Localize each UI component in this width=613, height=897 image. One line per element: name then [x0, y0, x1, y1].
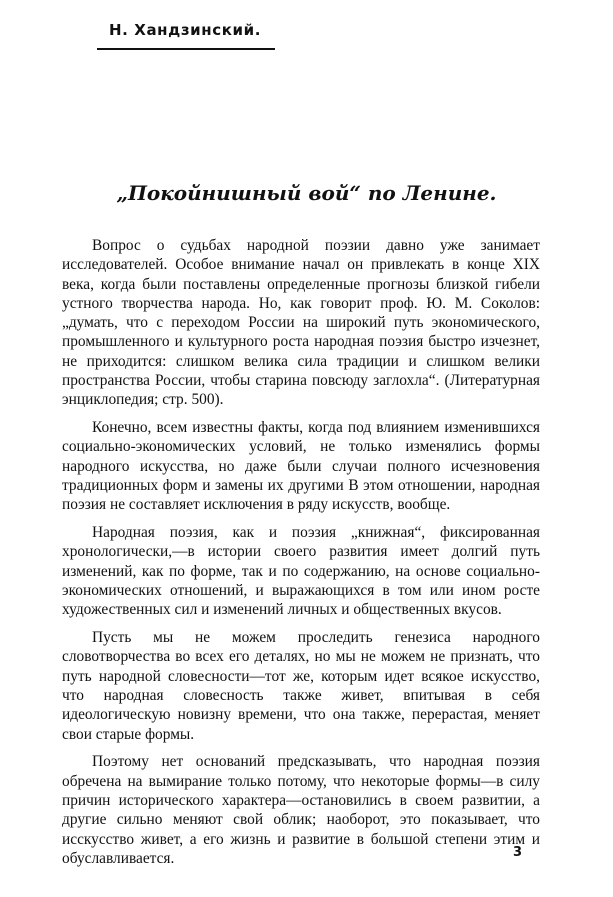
article-body — [62, 236, 540, 877]
article-title: „Покойнишный вой“ по Ленине. — [116, 181, 497, 205]
author-name: Н. Хандзинский. — [109, 21, 262, 39]
paragraph-4: Пусть мы не можем проследить генезиса народного словотворчества во всех его деталях, но мы не можем не признать, что путь народной словесности—тот же, которым идет всякое искусство, что народная словесность также живет, впитывая в себя идеологическую новизну времени, что она также, перерастая, меняет свои старые формы. — [62, 629, 540, 743]
paragraph-1: Вопрос о судьбах народной поэзии давно уже занимает исследователей. Особое внимание начал он привлекать в конце XIX века, когда были поставлены определенные прогнозы близкой гибели устного творчества народа. Но, как говорит проф. Ю. М. Соколов: „думать, что с переходом России на широкий путь экономического, промышленного и культурного роста народная поэзия быстро изчезнет, не приходится: слишком велика сила традиции и слишком велики пространства России, чтобы старина повсюду заглохла“. (Литературная энциклопедия; стр. 500). — [62, 237, 540, 409]
paragraph-2: Конечно, всем известны факты, когда под влиянием изменившихся социально-экономических условий, не только изменялись формы народного искусства, но даже были случаи полного исчезновения традиционных форм и замены их другими В этом отношении, народная поэзия не составляет исключения в ряду искусств, вообще. — [62, 419, 540, 514]
author-header — [97, 20, 275, 50]
paragraph-3: Народная поэзия, как и поэзия „книжная“, фиксированная хронологически,—в истории своего развития имеет долгий путь изменений, как по форме, так и по содержанию, на основе социально-экономических отношений, и выражающихся в том или ином росте художественных сил и изменений личных и общественных вкусов. — [62, 524, 540, 619]
page-number: 3 — [513, 845, 523, 860]
paragraph-5: Поэтому нет оснований предсказывать, что народная поэзия обречена на вымирание только потому, что некоторые формы—в силу причин исторического характера—остановились в своем развитии, а другие сильно меняют свой облик; наоборот, это показывает, что исскусство живет, а его жизнь и развитие в большой степени этим и обуславливается. — [62, 753, 540, 867]
